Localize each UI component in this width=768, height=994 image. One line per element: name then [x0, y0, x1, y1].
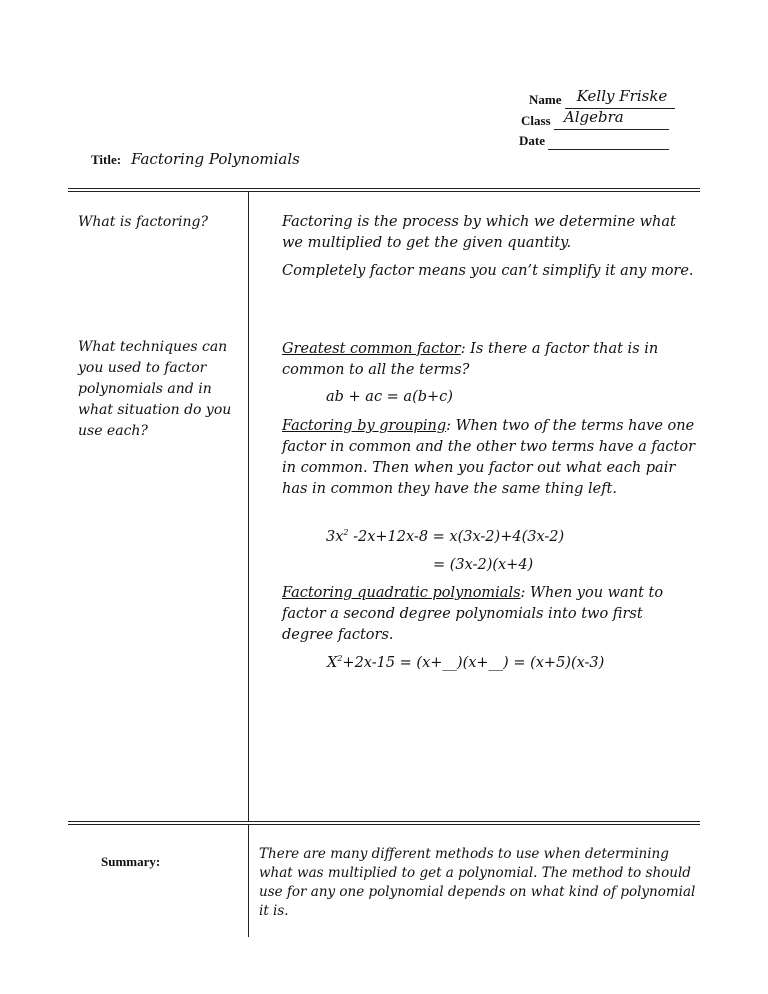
class-field: [521, 108, 669, 130]
answer-definition: Factoring is the process by which we determine what we multiplied to get the given quantity.: [282, 214, 676, 251]
class-line: [554, 108, 669, 130]
date-field: [519, 133, 669, 150]
answer-completely-factor: Completely factor means you can’t simplify it any more.: [282, 263, 694, 279]
grouping-text: : When two of the terms have one factor in common and the other two terms have a factor in common. Then when you factor out what each pair has in common they have the same thing left.: [282, 418, 696, 497]
grouping-example-1: [326, 527, 564, 548]
class-value: Algebra: [563, 108, 624, 126]
gcf-heading: Greatest common factor: [282, 341, 461, 357]
grouping-block: [282, 416, 700, 500]
summary-label: Summary:: [101, 854, 161, 869]
column-divider: [248, 192, 249, 822]
summary-divider: [68, 821, 700, 825]
quadratic-ex-exponent: 2: [337, 654, 343, 664]
title-value: Factoring Polynomials: [131, 150, 300, 168]
name-field: [529, 87, 675, 109]
gcf-example: ab + ac = a(b+c): [326, 389, 453, 405]
grouping-example-2: = (3x-2)(x+4): [433, 557, 534, 573]
name-value: Kelly Friske: [576, 87, 668, 105]
summary-column-divider: [248, 825, 249, 937]
date-line: [548, 133, 669, 150]
quadratic-example: [327, 653, 604, 674]
title-label: Title:: [91, 152, 122, 167]
name-line: [565, 87, 675, 109]
question-what-is-factoring: What is factoring?: [78, 214, 209, 230]
quadratic-block: [282, 583, 697, 646]
grouping-ex1-b: -2x+12x-8 = x(3x-2)+4(3x-2): [348, 529, 565, 545]
gcf-text: : Is there a factor that is in common to all the terms?: [282, 341, 659, 378]
gcf-block: [282, 339, 697, 381]
quadratic-ex-a: X: [327, 655, 338, 671]
quadratic-ex-b: +2x-15 = (x+__)(x+__) = (x+5)(x-3): [342, 655, 605, 671]
quadratic-text: : When you want to factor a second degree polynomials into two first degree factors.: [282, 585, 664, 643]
grouping-heading: Factoring by grouping: [282, 418, 447, 434]
summary-text: There are many different methods to use when determining what was multiplied to get a polynomial. The method to should use for any one polynomial depends on what kind of polynomial it is.: [259, 846, 696, 919]
grouping-ex1-a: 3x: [326, 529, 344, 545]
title-row: [91, 150, 300, 169]
question-techniques: What techniques can you used to factor polynomials and in what situation do you use each?: [78, 339, 232, 439]
grouping-ex1-exponent: 2: [343, 528, 349, 538]
top-divider: [68, 188, 700, 192]
date-label: Date: [519, 133, 545, 148]
quadratic-heading: Factoring quadratic polynomials: [282, 585, 521, 601]
name-label: Name: [529, 92, 562, 107]
class-label: Class: [521, 113, 551, 128]
